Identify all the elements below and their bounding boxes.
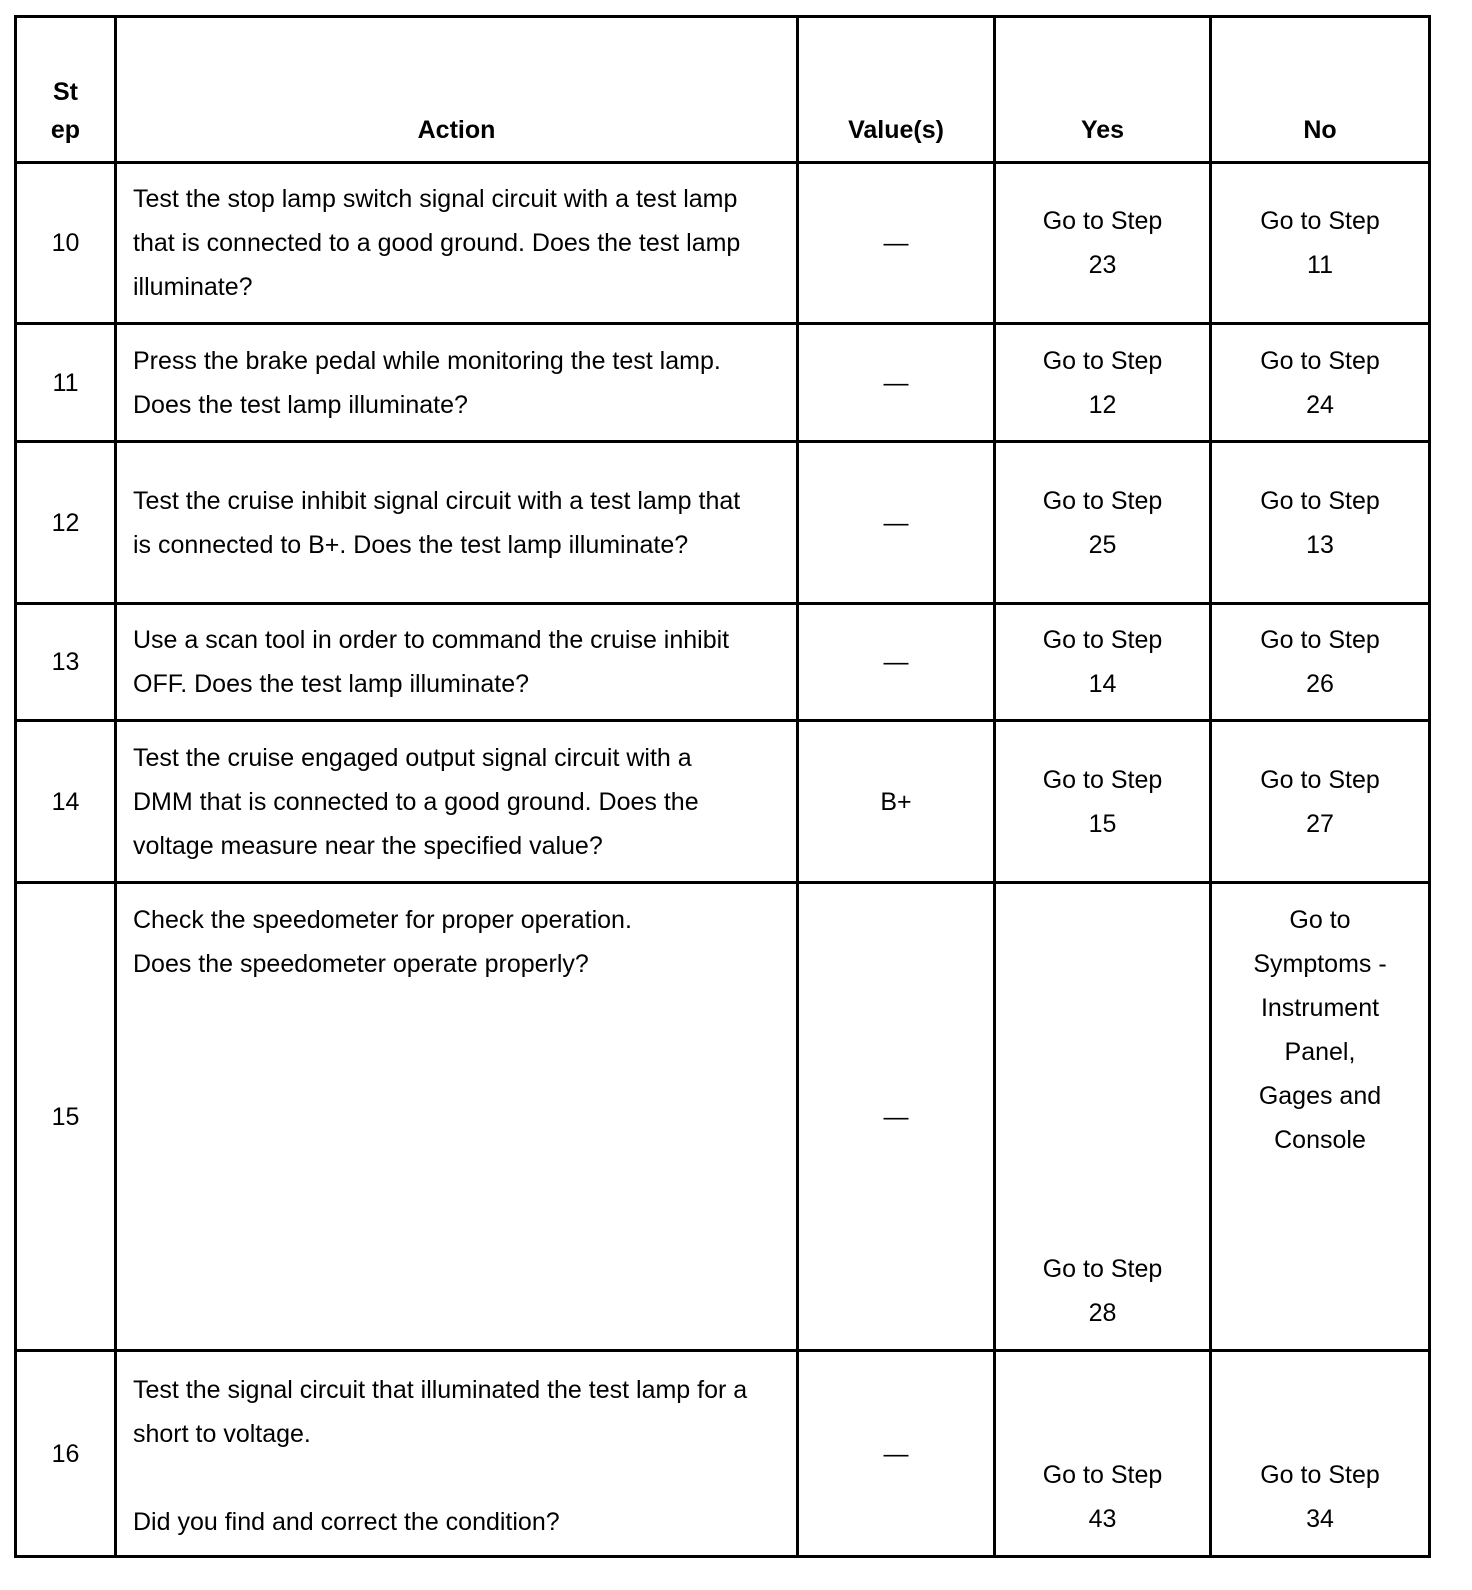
no-cell: Go to Symptoms - Instrument Panel, Gages and Console (1211, 883, 1430, 1351)
yes-cell: Go to Step 25 (995, 442, 1211, 604)
table-row (16, 442, 1430, 604)
action-line: Test the signal circuit that illuminated the test lamp for a short to voltage. (133, 1376, 748, 1448)
action-line: Did you find and correct the condition? (133, 1508, 560, 1536)
step-number: 10 (16, 163, 116, 324)
value-cell: — (798, 324, 995, 442)
header-action: Action (116, 17, 798, 163)
yes-cell: Go to Step 23 (995, 163, 1211, 324)
header-yes: Yes (995, 17, 1211, 163)
step-number: 12 (16, 442, 116, 604)
action-text: Test the cruise inhibit signal circuit with a test lamp that is connected to B+. Does the test lamp illuminate? (116, 442, 798, 604)
diagnostic-table-container (14, 15, 1431, 1558)
no-cell: Go to Step 27 (1211, 721, 1430, 883)
action-text: Press the brake pedal while monitoring the test lamp. Does the test lamp illuminate? (116, 324, 798, 442)
header-no: No (1211, 17, 1430, 163)
step-number: 14 (16, 721, 116, 883)
action-text: Use a scan tool in order to command the cruise inhibit OFF. Does the test lamp illuminate? (116, 604, 798, 721)
yes-cell: Go to Step 43 (995, 1351, 1211, 1557)
diagnostic-table (14, 15, 1431, 1558)
action-text: Test the cruise engaged output signal circuit with a DMM that is connected to a good ground. Does the voltage measure near the specified value? (116, 721, 798, 883)
table-row (16, 324, 1430, 442)
action-text (116, 1351, 798, 1557)
header-values: Value(s) (798, 17, 995, 163)
step-number: 15 (16, 883, 116, 1351)
table-row (16, 1351, 1430, 1557)
no-cell: Go to Step 11 (1211, 163, 1430, 324)
value-cell: B+ (798, 721, 995, 883)
value-cell: — (798, 163, 995, 324)
yes-cell: Go to Step 15 (995, 721, 1211, 883)
yes-cell: Go to Step 12 (995, 324, 1211, 442)
action-text: Test the stop lamp switch signal circuit with a test lamp that is connected to a good ground. Does the test lamp illuminate? (116, 163, 798, 324)
header-step: St ep (16, 17, 116, 163)
table-row (16, 604, 1430, 721)
value-cell: — (798, 442, 995, 604)
no-cell: Go to Step 34 (1211, 1351, 1430, 1557)
step-number: 13 (16, 604, 116, 721)
table-row (16, 163, 1430, 324)
action-text: Check the speedometer for proper operation. Does the speedometer operate properly? (116, 883, 798, 1351)
value-cell: — (798, 1351, 995, 1557)
table-row (16, 883, 1430, 1351)
yes-cell: Go to Step 14 (995, 604, 1211, 721)
header-row (16, 17, 1430, 163)
yes-cell: Go to Step 28 (995, 883, 1211, 1351)
value-cell: — (798, 604, 995, 721)
spacer (133, 1456, 756, 1500)
step-number: 11 (16, 324, 116, 442)
step-number: 16 (16, 1351, 116, 1557)
value-cell: — (798, 883, 995, 1351)
no-cell: Go to Step 26 (1211, 604, 1430, 721)
no-cell: Go to Step 13 (1211, 442, 1430, 604)
table-row (16, 721, 1430, 883)
no-cell: Go to Step 24 (1211, 324, 1430, 442)
